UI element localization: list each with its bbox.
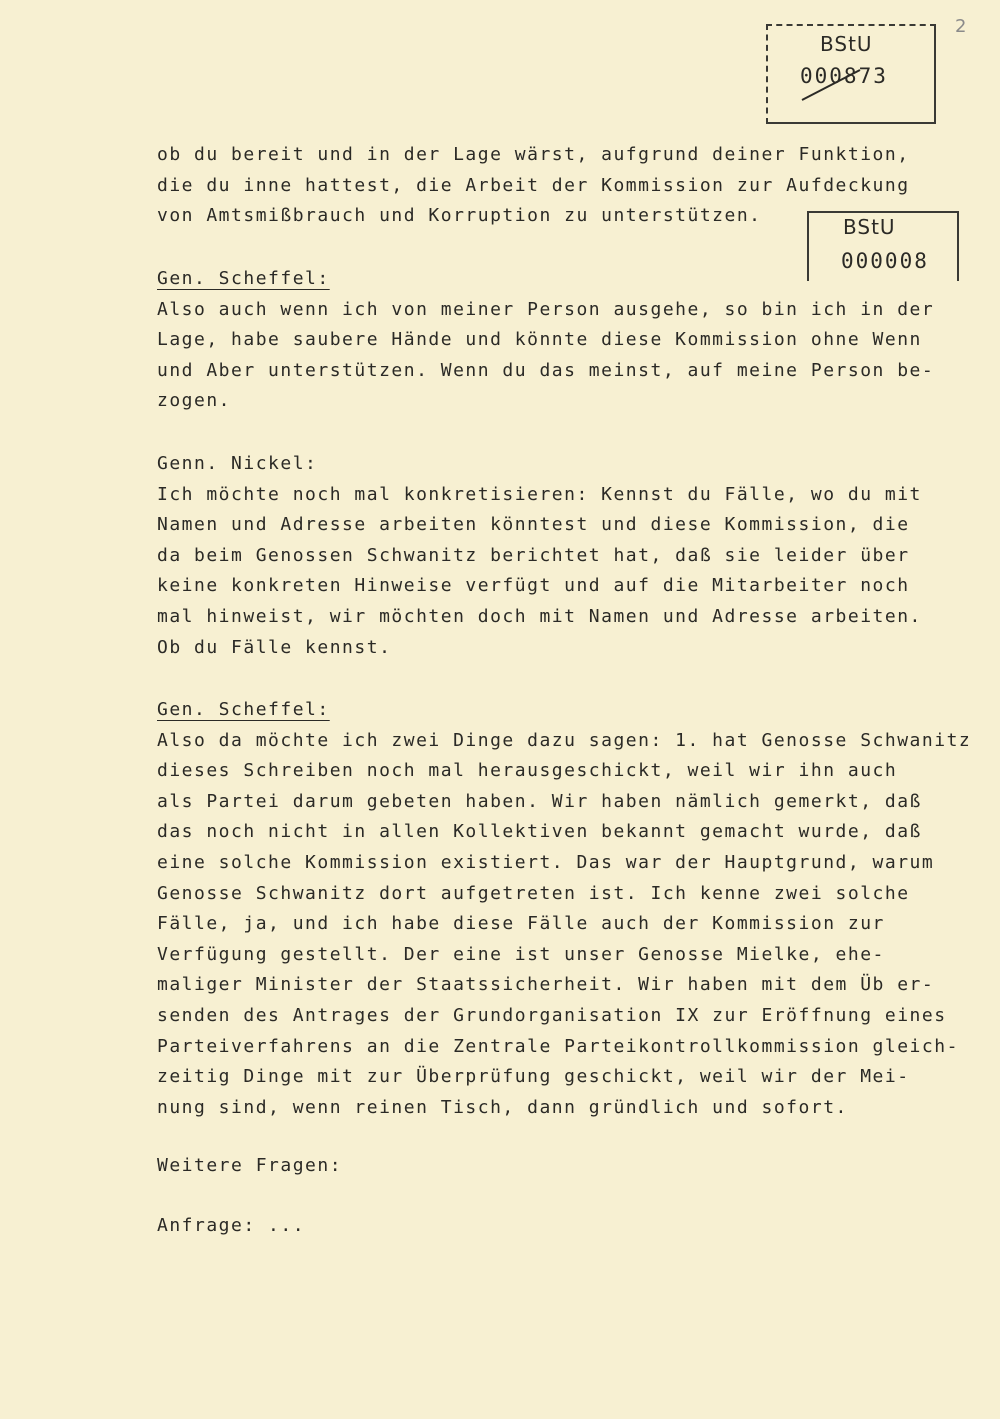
stamp-number: 000873 [800,64,888,88]
text-line: Also da möchte ich zwei Dinge dazu sagen: 1. hat Genosse Schwanitz [157,729,972,751]
text-line: Verfügung gestellt. Der eine ist unser Genosse Mielke, ehe- [157,943,885,965]
text-line: Genosse Schwanitz dort aufgetreten ist. Ich kenne zwei solche [157,882,910,904]
text-line: die du inne hattest, die Arbeit der Kommission zur Aufdeckung [157,174,910,196]
text-line: Namen und Adresse arbeiten könntest und diese Kommission, die [157,514,910,536]
text-line: Anfrage: ... [157,1215,306,1236]
speech-nickel [157,449,967,663]
text-line: keine konkreten Hinweise verfügt und auf die Mitarbeiter noch [157,575,910,597]
text-line: von Amtsmißbrauch und Korruption zu unterstützen. [157,205,762,227]
text-line: und Aber unterstützen. Wenn du das meinst, auf meine Person be- [157,359,935,381]
text-line: mal hinweist, wir möchten doch mit Namen und Adresse arbeiten. [157,605,922,627]
text-line: da beim Genossen Schwanitz berichtet hat, daß sie leider über [157,544,910,566]
text-line: Also auch wenn ich von meiner Person ausgehe, so bin ich in der [157,298,935,320]
stamp-label: BStU [820,32,873,56]
speaker-label: Gen. Scheffel: [157,699,330,720]
text-line: Weitere Fragen: [157,1155,343,1176]
text-line: maliger Minister der Staatssicherheit. Wir haben mit dem Üb er- [157,974,935,996]
speaker-label: Genn. Nickel: [157,453,318,474]
text-line: zogen. [157,390,232,412]
text-line: ob du bereit und in der Lage wärst, aufgrund deiner Funktion, [157,144,910,165]
text-line: Ich möchte noch mal konkretisieren: Kennst du Fälle, wo du mit [157,483,922,505]
text-line: eine solche Kommission existiert. Das war der Hauptgrund, warum [157,851,935,873]
speech-scheffel-1 [157,264,967,417]
strike-mark-icon [798,64,868,104]
text-line: zeitig Dinge mit zur Überprüfung geschickt, weil wir der Mei- [157,1066,910,1088]
text-line: dieses Schreiben noch mal herausgeschickt, weil wir ihn auch [157,760,898,782]
text-line: Ob du Fälle kennst. [157,636,392,658]
text-line: Lage, habe saubere Hände und könnte diese Kommission ohne Wenn [157,329,922,351]
text-line: nung sind, wenn reinen Tisch, dann gründlich und sofort. [157,1096,848,1118]
paragraph-intro [157,140,967,232]
inquiry [157,1211,967,1242]
speaker-label: Gen. Scheffel: [157,268,330,289]
archive-stamp-primary [766,24,936,124]
text-line: als Partei darum gebeten haben. Wir haben nämlich gemerkt, daß [157,790,922,812]
stamp-number: 000008 [841,249,929,273]
text-line: das noch nicht in allen Kollektiven bekannt gemacht wurde, daß [157,821,922,843]
further-questions [157,1151,967,1182]
stamp-label: BStU [843,215,896,239]
text-line: Fälle, ja, und ich habe diese Fälle auch der Kommission zur [157,913,885,935]
text-line: Parteiverfahrens an die Zentrale Parteikontrollkommission gleich- [157,1035,959,1057]
speech-scheffel-2 [157,695,972,1123]
text-line: senden des Antrages der Grundorganisation IX zur Eröffnung eines [157,1004,947,1026]
page-mark: 2 [955,16,967,37]
